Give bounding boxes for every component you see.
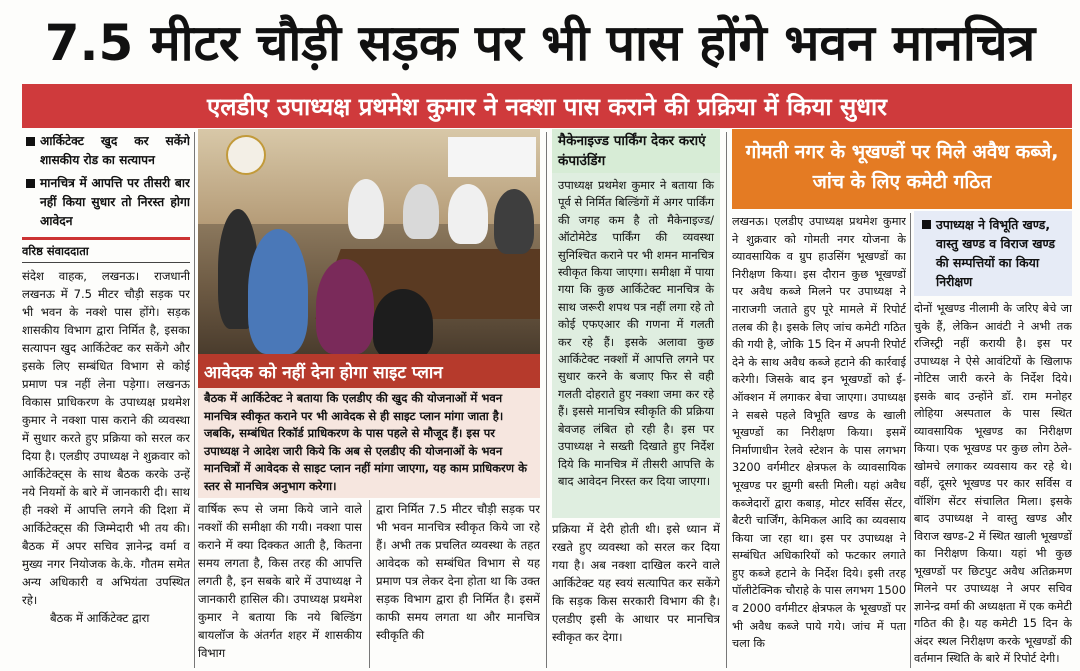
person-shape [403,184,439,239]
photo-caption-title: आवेदक को नहीं देना होगा साइट प्लान [198,354,540,388]
byline: वरिष्ठ संवाददाता [22,237,190,263]
divider [194,132,195,668]
person-shape [494,189,534,254]
subheadline-bar: एलडीए उपाध्यक्ष प्रथमेश कुमार ने नक्शा पास कराने की प्रक्रिया में किया सुधार [22,84,1072,128]
column-3: द्वारा निर्मित 7.5 मीटर चौड़ी सड़क पर भी भवन मानचित्र स्वीकृत किये जा रहे हैं। अभी तक प्रचलित व्यवस्था के तहत आवेदक को सम्बंधित विभाग से यह प्रमाण पत्र लेकर देना होता था कि उक्त सड़क विभाग द्वारा ही निर्मित है। इसमें काफी समय लगता था और मानचित्र स्वीकृति की [376,502,540,642]
divider [726,132,727,668]
person-shape [248,229,308,354]
person-shape [373,289,433,354]
column-4: प्रक्रिया में देरी होती थी। इसे ध्यान में रखते हुए व्यवस्था को सरल कर दिया गया है। अब नक्शा दाखिल करने वाले आर्किटेक्ट यह स्वयं सत्यापित कर सकेंगे कि सड़क किस सरकारी विभाग की है। एलडीए इसी के आधार पर मानचित्र स्वीकृत कर देगा। [552,522,720,644]
gomti-bullet: उपाध्यक्ष ने विभूति खण्ड, वास्तु खण्ड व विराज खण्ड की सम्पत्तियों का किया निरीक्षण [914,211,1072,295]
square-bullet-icon [26,179,35,188]
square-bullet-icon [922,220,931,229]
gomti-column-a: लखनऊ। एलडीए उपाध्यक्ष प्रथमेश कुमार ने शुक्रवार को गोमती नगर योजना के व्यावसायिक व ग्रुप हाउसिंग भूखण्डों का निरीक्षण किया। इस दौरान कुछ भूखण्डों पर अवैध कब्जे मिलने पर उपाध्यक्ष ने नाराजगी जताते हुए पूरे मामले में रिपोर्ट तलब की है। इसके लिए जांच कमेटी गठित की गयी है, जोकि 15 दिन में अपनी रिपोर्ट देने के साथ अवैध कब्जे हटाने की कार्रवाई करेगी। जिसके बाद इन भूखण्डों को ई-ऑक्शन में लगाकर बेचा जाएगा। उपाध्यक्ष ने सबसे पहले विभूति खण्ड के खाली भूखण्डों का निरीक्षण किया। इसमें निर्माणाधीन रेलवे स्टेशन के पास लगभग 3200 वर्गमीटर क्षेत्रफल के व्यावसायिक भूखण्ड पर झुग्गी बस्ती मिली। यहां अवैध कब्जेदारों द्वारा कबाड़, मोटर सर्विस सेंटर, बैटरी चार्जिंग, केमिकल आदि का व्यवसाय किया जा रहा था। इस पर उपाध्यक्ष ने सम्बंधित अधिकारियों को फटकार लगाते हुए कब्जे हटाने के निर्देश दिये। इसी तरह पॉलीटेक्निक चौराहे के पास लगभग 1500 व 2000 वर्गमीटर क्षेत्रफल के भूखण्डों पर भी अवैध कब्जे पाये गये। जांच में पता चला कि [732,215,906,651]
parking-title: मैकेनाइज्ड पार्किंग देकर कराएं कंपाउंडिंग [552,129,720,173]
parking-box [552,129,720,518]
bullet-2: मानचित्र में आपत्ति पर तीसरी बार नहीं किया सुधार तो निरस्त होगा आवेदन [22,174,190,231]
divider [369,500,370,668]
article-body-1: संदेश वाहक, लखनऊ। राजधानी लखनऊ में 7.5 मीटर चौड़ी सड़क पर भी भवन के नक्शे पास होंगे। सड़क शासकीय विभाग द्वारा निर्मित है, इसका सत्यापन खुद आर्किटेक्ट कर सकेंगे और इसके लिए सम्बंधित विभाग से कोई प्रमाण पत्र नहीं लेना पड़ेगा। लखनऊ विकास प्राधिकरण के उपाध्यक्ष प्रथमेश कुमार ने नक्शा पास कराने की व्यवस्था में सुधार करते हुए प्रक्रिया को सरल कर दिया है। एलडीए उपाध्यक्ष ने शुक्रवार को आर्किटेक्ट्स के साथ बैठक करके उन्हें नये नियमों के बारे में जानकारी दी। साथ ही नक्शे में आपत्ति लगने की दिशा में आर्किटेक्ट्स की जिम्मेदारी भी तय की। बैठक में अपर सचिव ज्ञानेन्द्र वर्मा व मुख्य नगर नियोजक के.के. गौतम समेत अन्य अधिकारी व अभियंता उपस्थित रहे। [22,269,190,607]
gomti-bullet-box [914,211,1072,296]
gomti-column-b: दोनों भूखण्ड नीलामी के जरिए बेचे जा चुके हैं, लेकिन आवंटी ने अभी तक रजिस्ट्री नहीं करायी है। इस पर उपाध्यक्ष ने ऐसे आवंटियों के खिलाफ नोटिस जारी करने के निर्देश दिये। इसके बाद उन्होंने डॉ. राम मनोहर लोहिया अस्पताल के पास स्थित व्यावसायिक भूखण्ड का निरीक्षण किया। एक भूखण्ड पर कुछ लोग ठेले-खोमचे लगाकर व्यवसाय कर रहे थे। वहीं, दूसरे भूखण्ड पर कार सर्विस व वॉशिंग सेंटर संचालित मिला। इसके बाद उपाध्यक्ष ने वास्तु खण्ड और विराज खण्ड-2 में स्थित खाली भूखण्डों का निरीक्षण किया। यहां भी कुछ भूखण्डों पर छिटपुट अवैध अतिक्रमण मिलने पर उपाध्यक्ष ने अपर सचिव ज्ञानेन्द्र वर्मा की अध्यक्षता में एक कमेटी गठित की है। यह कमेटी 15 दिन के अंदर स्थल निरीक्षण करके भूखण्डों की वर्तमान स्थिति के बारे में रिपोर्ट देगी। [914,302,1072,665]
divider [910,213,911,668]
column-1 [22,132,190,668]
article-body-1b: बैठक में आर्किटेक्ट द्वारा [50,611,150,625]
photo-caption-text: बैठक में आर्किटेक्ट ने बताया कि एलडीए की खुद की योजनाओं में भवन मानचित्र स्वीकृत कराने पर भी आवेदक से ही साइट प्लान मांगा जाता है। जबकि, सम्बंधित रिकॉर्ड प्राधिकरण के पास पहले से मौजूद हैं। इस पर उपाध्यक्ष ने आदेश जारी किये कि अब से एलडीए की योजनाओं के भवन मानचित्रों में आवेदक से साइट प्लान नहीं मांगा जाएगा, यह काम प्राधिकरण के स्तर से मानचित्र अनुभाग करेगा। [198,388,540,498]
bullet-1: आर्किटेक्ट खुद कर सकेंगे शासकीय रोड का सत्यापन [22,132,190,170]
column-2: वार्षिक रूप से जमा किये जाने वाले नक्शों की समीक्षा की गयी। नक्शा पास कराने में क्या दिक्कत आती है, कितना समय लगता है, किस तरह की आपत्ति लगती है, इन सबके बारे में उपाध्यक्ष ने जानकारी हासिल की। उपाध्यक्ष प्रथमेश कुमार ने बताया कि नये बिल्डिंग बायलॉज के अंतर्गत शहर में शासकीय विभाग [198,502,362,660]
meeting-photo [198,129,540,354]
emblem-icon [226,135,266,175]
gomti-title: गोमती नगर के भूखण्डों पर मिले अवैध कब्जे, जांच के लिए कमेटी गठित [732,129,1072,209]
person-shape [348,179,384,239]
square-bullet-icon [26,137,35,146]
parking-text: उपाध्यक्ष प्रथमेश कुमार ने बताया कि पूर्व से निर्मित बिल्डिंगों में अगर पार्किंग की जगह कम है तो मैकेनाइज्ड/ऑटोमेटेड पार्किंग की व्यवस्था सुनिश्चित कराने पर भी शमन मानचित्र स्वीकृत किया जाएगा। समीक्षा में पाया गया कि कुछ आर्किटेक्ट मानचित्र के साथ जरूरी शपथ पत्र नहीं लगा रहे तो कोई एफएआर की गणना में गलती कर रहे हैं। इसके अलावा कुछ आर्किटेक्ट नक्शों में आपत्ति लगने पर सुधार करने के बजाए फिर से वही गलती दोहराते हुए नक्शा जमा कर रहे हैं। इससे मानचित्र स्वीकृति की प्रक्रिया बेवजह लंबित हो रही है। इस पर उपाध्यक्ष ने सख्ती दिखाते हुए निर्देश दिये कि मानचित्र में तीसरी आपत्ति के बाद आवेदन निरस्त कर दिया जाएगा। [558,178,714,488]
person-shape [316,259,374,354]
divider [546,132,547,668]
screen-shape [448,137,536,177]
person-shape [448,184,488,244]
headline: 7.5 मीटर चौड़ी सड़क पर भी पास होंगे भवन मानचित्र [44,14,1036,72]
